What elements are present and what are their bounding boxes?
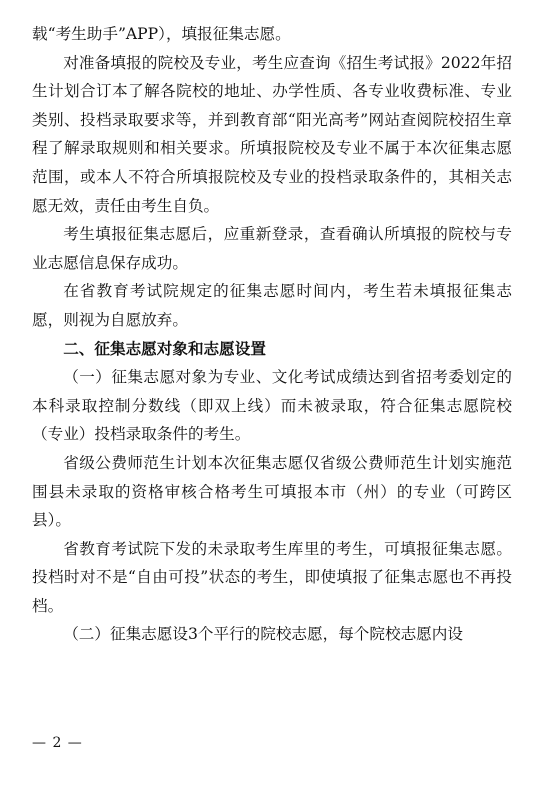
paragraph: 省级公费师范生计划本次征集志愿仅省级公费师范生计划实施范围县未录取的资格审核合格考生可填报本市（州）的专业（可跨区县）。 bbox=[32, 453, 512, 530]
page-number: — 2 — bbox=[32, 735, 83, 751]
paragraph: 考生填报征集志愿后，应重新登录，查看确认所填报的院校与专业志愿信息保存成功。 bbox=[32, 225, 512, 272]
paragraph: 对准备填报的院校及专业，考生应查询《招生考试报》2022年招生计划合订本了解各院校的地址、办学性质、各专业收费标准、专业类别、投档录取要求等，并到教育部“阳光高考”网站查阅院校招生章程了解录取规则和相关要求。所填报院校及专业不属于本次征集志愿范围，或本人不符合所填报院校及专业的投档录取条件的，其相关志愿无效，责任由考生自负。 bbox=[32, 53, 512, 215]
document-body bbox=[32, 20, 512, 649]
paragraph: （一）征集志愿对象为专业、文化考试成绩达到省招考委划定的本科录取控制分数线（即双上线）而未被录取，符合征集志愿院校（专业）投档录取条件的考生。 bbox=[32, 368, 512, 444]
section-heading: 二、征集志愿对象和志愿设置 bbox=[63, 339, 266, 358]
paragraph: 载“考生助手”APP），填报征集志愿。 bbox=[32, 25, 291, 43]
paragraph: （二）征集志愿设3个平行的院校志愿，每个院校志愿内设 bbox=[63, 625, 463, 644]
paragraph: 省教育考试院下发的未录取考生库里的考生，可填报征集志愿。投档时对不是“自由可投”状态的考生，即使填报了征集志愿也不再投档。 bbox=[32, 539, 512, 615]
paragraph: 在省教育考试院规定的征集志愿时间内，考生若未填报征集志愿，则视为自愿放弃。 bbox=[32, 282, 512, 329]
